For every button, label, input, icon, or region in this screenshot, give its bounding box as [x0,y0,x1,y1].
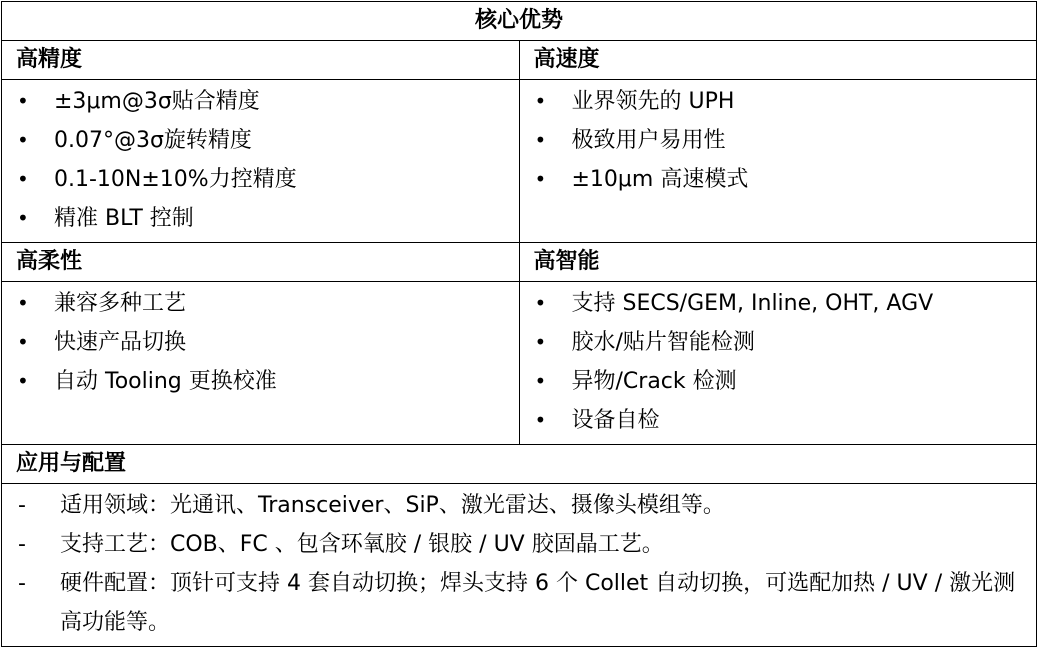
intelligence-heading: 高智能 [520,243,1037,282]
list-item-text: 硬件配置：顶针可支持 4 套自动切换；焊头支持 6 个 Collet 自动切换，可选配加热 / UV / 激光测高功能等。 [60,571,1016,635]
bullet-icon: • [17,128,29,152]
list-item-text: 业界领先的 UPH [571,89,735,114]
application-section [2,445,1036,646]
application-list [2,484,1036,646]
list-item-text: 异物/Crack 检测 [571,369,737,394]
bullet-icon: • [534,330,547,354]
list-item-text: 极致用户易用性 [571,128,726,153]
precision-list [2,80,519,242]
bullet-icon: • [534,167,547,191]
list-item [2,323,519,362]
list-item [2,525,1036,564]
list-item-text: 0.1-10N±10%力控精度 [54,167,297,192]
bullet-icon: • [17,167,29,191]
list-item [2,284,519,323]
precision-section [2,41,519,242]
bullet-icon: • [17,330,29,354]
list-item-text: 0.07°@3σ旋转精度 [54,128,252,153]
intelligence-list [520,282,1037,444]
flexibility-section [2,243,519,444]
list-item [520,323,1037,362]
list-item [520,121,1037,160]
list-item-text: 自动 Tooling 更换校准 [54,369,277,394]
list-item [520,401,1037,440]
list-item-text: 快速产品切换 [54,330,187,355]
list-item-text: ±3μm@3σ贴合精度 [54,89,260,114]
bullet-icon: • [534,128,547,152]
dash-icon: - [18,493,26,518]
list-item [520,160,1037,199]
list-item [2,486,1036,525]
list-item [2,121,519,160]
bullet-icon: • [17,89,29,113]
bullet-icon: • [534,408,547,432]
precision-heading: 高精度 [2,41,519,80]
list-item-text: 胶水/贴片智能检测 [571,330,755,355]
intelligence-section [519,243,1037,444]
list-item-text: 支持工艺：COB、FC 、包含环氧胶 / 银胶 / UV 胶固晶工艺。 [60,532,664,557]
bullet-icon: • [17,206,29,230]
list-item-text: 适用领域：光通讯、Transceiver、SiP、激光雷达、摄像头模组等。 [60,493,725,518]
bullet-icon: • [17,369,29,393]
list-item-text: 精准 BLT 控制 [54,206,194,231]
list-item [520,362,1037,401]
advantages-table [1,1,1037,647]
list-item [2,564,1036,642]
bullet-icon: • [534,369,547,393]
speed-section [519,41,1037,242]
bullet-icon: • [534,291,547,315]
section-row-2 [2,243,1036,445]
list-item-text: 兼容多种工艺 [54,291,187,316]
list-item [520,284,1037,323]
flexibility-heading: 高柔性 [2,243,519,282]
application-heading: 应用与配置 [2,445,1036,484]
list-item [2,362,519,401]
dash-icon: - [18,532,26,557]
title-row [2,2,1036,41]
dash-icon: - [18,571,26,596]
list-item [520,82,1037,121]
list-item-text: 设备自检 [571,408,660,433]
list-item-text: ±10μm 高速模式 [571,167,749,192]
speed-list [520,80,1037,203]
bullet-icon: • [17,291,29,315]
bullet-icon: • [534,89,547,113]
list-item [2,199,519,238]
list-item [2,160,519,199]
flexibility-list [2,282,519,405]
table-title: 核心优势 [474,8,563,33]
application-row [2,445,1036,646]
section-row-1 [2,41,1036,243]
list-item-text: 支持 SECS/GEM, Inline, OHT, AGV [571,291,934,316]
speed-heading: 高速度 [520,41,1037,80]
list-item [2,82,519,121]
